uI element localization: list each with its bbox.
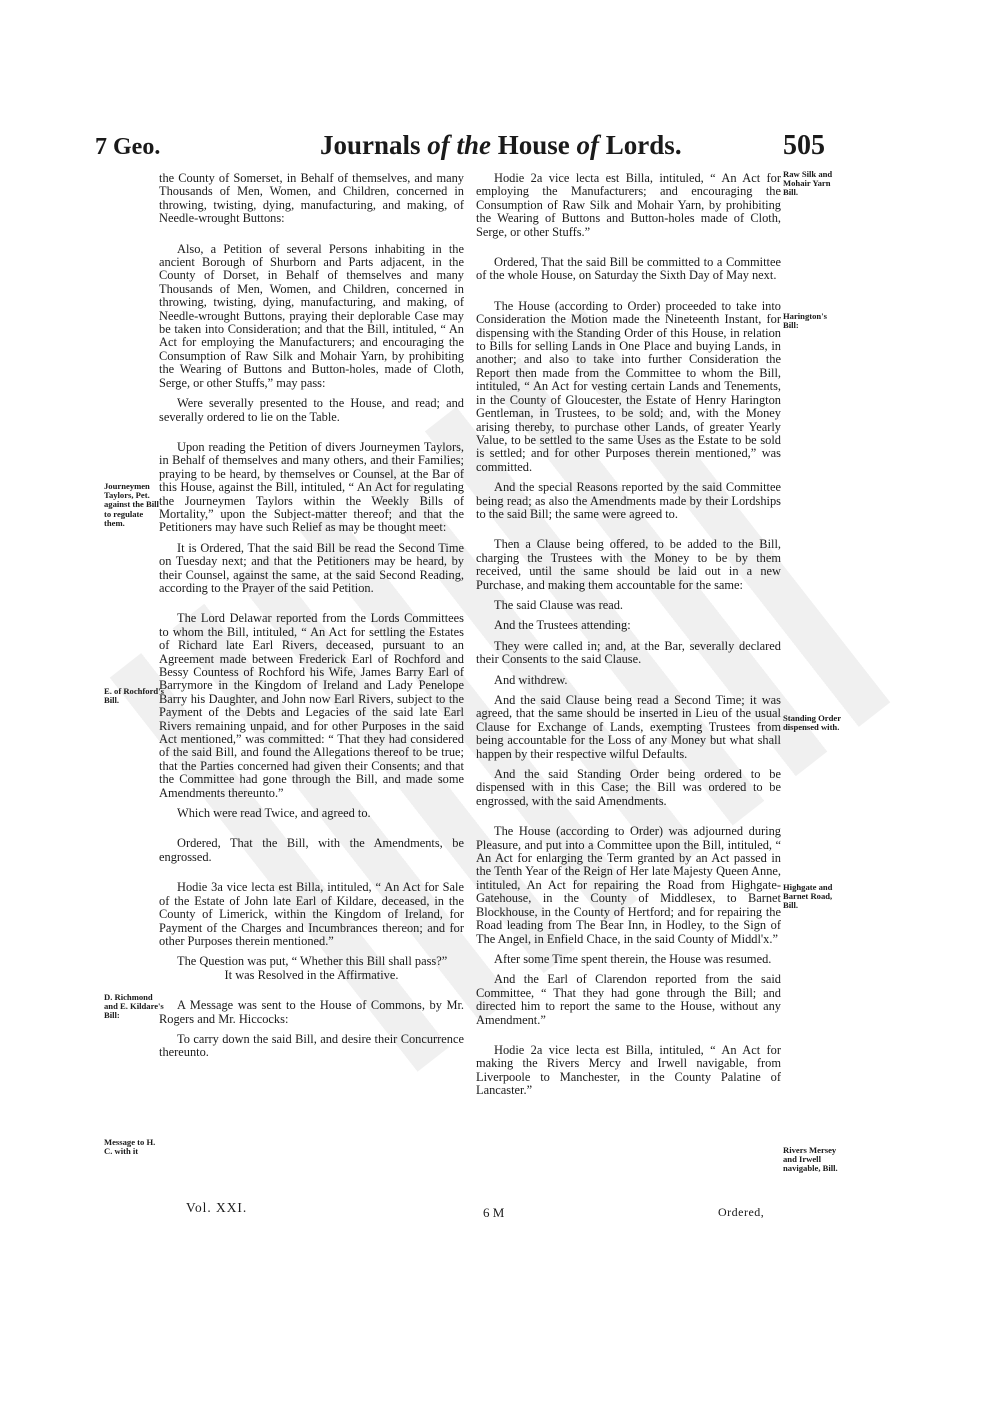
paragraph: And the special Reasons reported by the said Committee being read; as also the Amendments made by their Lordships to the said Bill; the same were agreed to.: [476, 480, 781, 521]
paragraph: Hodie 2a vice lecta est Billa, intituled, “ An Act for making the Rivers Mercy and Irwell navigable, from Liverpoole to Manchester, in the County Palatine of Lancaster.”: [476, 1042, 781, 1098]
paragraph: Hodie 3a vice lecta est Billa, intituled, “ An Act for Sale of the Estate of John late Earl of Kildare, deceased, in the County of Limerick, within the Kingdom of Ireland, for Payment of the Charges and Incumbrances thereon; and for other Purposes therein mentioned.”: [159, 880, 464, 948]
paragraph: Then a Clause being offered, to be added to the Bill, charging the Trustees with the Money to be by them received, until the same should be laid out in a new Purchase, and making them accountable for the same:: [476, 537, 781, 592]
margin-note-rochford: E. of Rochford's Bill.: [104, 686, 164, 706]
header-title: Journals of the House of Lords.: [320, 130, 682, 160]
catchword: Ordered,: [718, 1205, 765, 1219]
paragraph: Which were read Twice, and agreed to.: [177, 806, 371, 821]
paragraph: Hodie 2a vice lecta est Billa, intituled, “ An Act for employing the Manufacturers; and encouraging the Consumption of Raw Silk and Mohair Yarn, by prohibiting the Wearing of Buttons and Button-holes made of Cloth, Serge, or other Stuffs.”: [476, 171, 781, 239]
paragraph: The Lord Delawar reported from the Lords Committees to whom the Bill, intituled, “ An Act for settling the Estates of Richard late Earl Rivers, deceased, pursuant to an Agreement made between Frederick Earl of Rochford and Bessy Countess of Rochford his Wife, James Barry Earl of Barrymore in the Kingdom of Ireland and Lady Penelope Barry his Daughter, and John now Earl Rivers, subject to the Payment of the Debts and Legacies of the said late Earl Rivers remaining unpaid, and for other Purposes in the said Act mentioned,” was committed: “ That they had considered of the said Bill, and found the Allegations thereof to be true; that the Parties concerned had given their Consents; and that the Committee had gone through the Bill, and made some Amendments thereunto.”: [159, 611, 464, 800]
paragraph: The Question was put, “ Whether this Bill shall pass?”: [177, 954, 448, 969]
volume-label: Vol. XXI.: [186, 1200, 248, 1215]
paragraph: To carry down the said Bill, and desire their Concurrence thereunto.: [159, 1031, 464, 1060]
margin-note-message: Message to H. C. with it: [104, 1137, 156, 1157]
paragraph: After some Time spent therein, the House was resumed.: [494, 951, 772, 966]
paragraph: Also, a Petition of several Persons inhabiting in the ancient Borough of Shurborn and Parts adjacent, in the County of Dorset, in Behalf of themselves and many Thousands of Men, Women, and Children, concerned in throwing, twisting, dying, manufacturing, and making, of Needle-wrought Buttons, praying their deplorable Case may be taken into Consideration; and that the Bill, intituled, “ An Act for employing the Manufacturers; and encouraging the Consumption of Raw Silk and Mohair Yarn, by prohibiting the Wearing of Buttons and Button-holes, made of Cloth, Serge, or other Stuffs,” may pass:: [159, 241, 464, 390]
paragraph: The said Clause was read.: [494, 597, 624, 612]
paragraph: A Message was sent to the House of Commons, by Mr. Rogers and Mr. Hiccocks:: [159, 998, 464, 1026]
running-header: [95, 130, 825, 170]
paragraph: And the Earl of Clarendon reported from the said Committee, “ That they had gone through the Bill; and directed him to report the same to the House, without any Amendment.”: [476, 972, 781, 1027]
paragraph: the County of Somerset, in Behalf of themselves, and many Thousands of Men, Women, and Children, concerned in throwing, twisting, dying, manufacturing, and making, of Needle-wrought Buttons:: [159, 171, 464, 226]
right-column: [476, 172, 781, 1098]
margin-note-harington: Harington's Bill:: [783, 311, 827, 331]
paragraph: Ordered, That the said Bill be committed to a Committee of the whole House, on Saturday the Sixth Day of May next.: [476, 255, 781, 283]
paragraph: Ordered, That the Bill, with the Amendments, be engrossed.: [159, 836, 464, 864]
paragraph: The House (according to Order) was adjourned during Pleasure, and put into a Committee upon the Bill, intituled, “ An Act for enlarging the Term granted by an Act passed in the Tenth Year of the Reign of Her late Majesty Queen Anne, intituled, An Act for repairing the Road from Highgate-Gatehouse, in the County of Middlesex, to Barnet Blockhouse, in the County of Hertford; and for repairing the Road leading from The Bear Inn, in Hodley, to the Sign of The Angel, in Enfield Chace, in the said County of Middl'x.”: [476, 824, 781, 946]
margin-note-rivers: Rivers Mersey and Irwell navigable, Bill.: [783, 1145, 838, 1174]
paragraph: And the Trustees attending:: [494, 618, 631, 633]
margin-note-journeymen: Journeymen Taylors, Pet. against the Bill to regulate them.: [104, 481, 159, 528]
paragraph: Upon reading the Petition of divers Journeymen Taylors, in Behalf of themselves and many others, and their Families; praying to be heard, by themselves or Counsel, at the Bar of this House, against the Bill, intituled, “ An Act for regulating the Journeymen Taylors within the Weekly Bills of Mortality,” upon the Subject-matter thereof; and that the Petitioners may have such Relief as may be thought meet:: [159, 439, 464, 535]
paragraph: Were severally presented to the House, and read; and severally ordered to lie on the Table.: [159, 396, 464, 424]
header-reign: 7 Geo.: [95, 134, 161, 160]
margin-note-standing-order: Standing Order dispensed with.: [783, 713, 841, 733]
paragraph: They were called in; and, at the Bar, severally declared their Consents to the said Clause.: [476, 638, 781, 667]
paragraph: And the said Standing Order being ordered to be dispensed with in this Case; the Bill was ordered to be engrossed, with the said Amendments.: [476, 767, 781, 808]
margin-note-richmond: D. Richmond and E. Kildare's Bill:: [104, 992, 164, 1021]
paragraph: It was Resolved in the Affirmative.: [224, 967, 399, 982]
signature-mark: 6 M: [483, 1205, 505, 1220]
paragraph: And the said Clause being read a Second Time; it was agreed, that the same should be inserted in Lieu of the usual Clause for Exchange of Lands, exempting Trustees from being accountable for the Loss of any Money but what shall happen by their respective wilful Defaults.: [476, 693, 781, 761]
margin-note-highgate: Highgate and Barnet Road, Bill.: [783, 882, 833, 911]
left-column: [159, 172, 464, 1060]
page-number: 505: [783, 130, 825, 161]
paragraph: It is Ordered, That the said Bill be read the Second Time on Tuesday next; and that the Petitioners may be heard, by their Counsel, against the same, at the said Second Reading, according to the Prayer of the said Petition.: [159, 540, 464, 595]
margin-note-raw-silk: Raw Silk and Mohair Yarn Bill.: [783, 169, 833, 198]
paragraph: The House (according to Order) proceeded to take into Consideration the Motion made the Nineteenth Instant, for dispensing with the Standing Order of this House, in relation to Bills for selling Lands in One Place and buying Lands, in another; and also to take into further Consideration the Report then made from the Committee to whom the Bill, intituled, “ An Act for vesting certain Lands and Tenements, in the County of Gloucester, the Estate of Henry Harington Gentleman, in Trustees, to be sold; and, with the Money arising thereby, to purchase other Lands, of greater Yearly Value, to be settled to the same Uses as the Estate to be sold is settled; and for other Purposes therein mentioned,” was committed.: [476, 298, 781, 474]
paragraph: And withdrew.: [494, 672, 568, 687]
